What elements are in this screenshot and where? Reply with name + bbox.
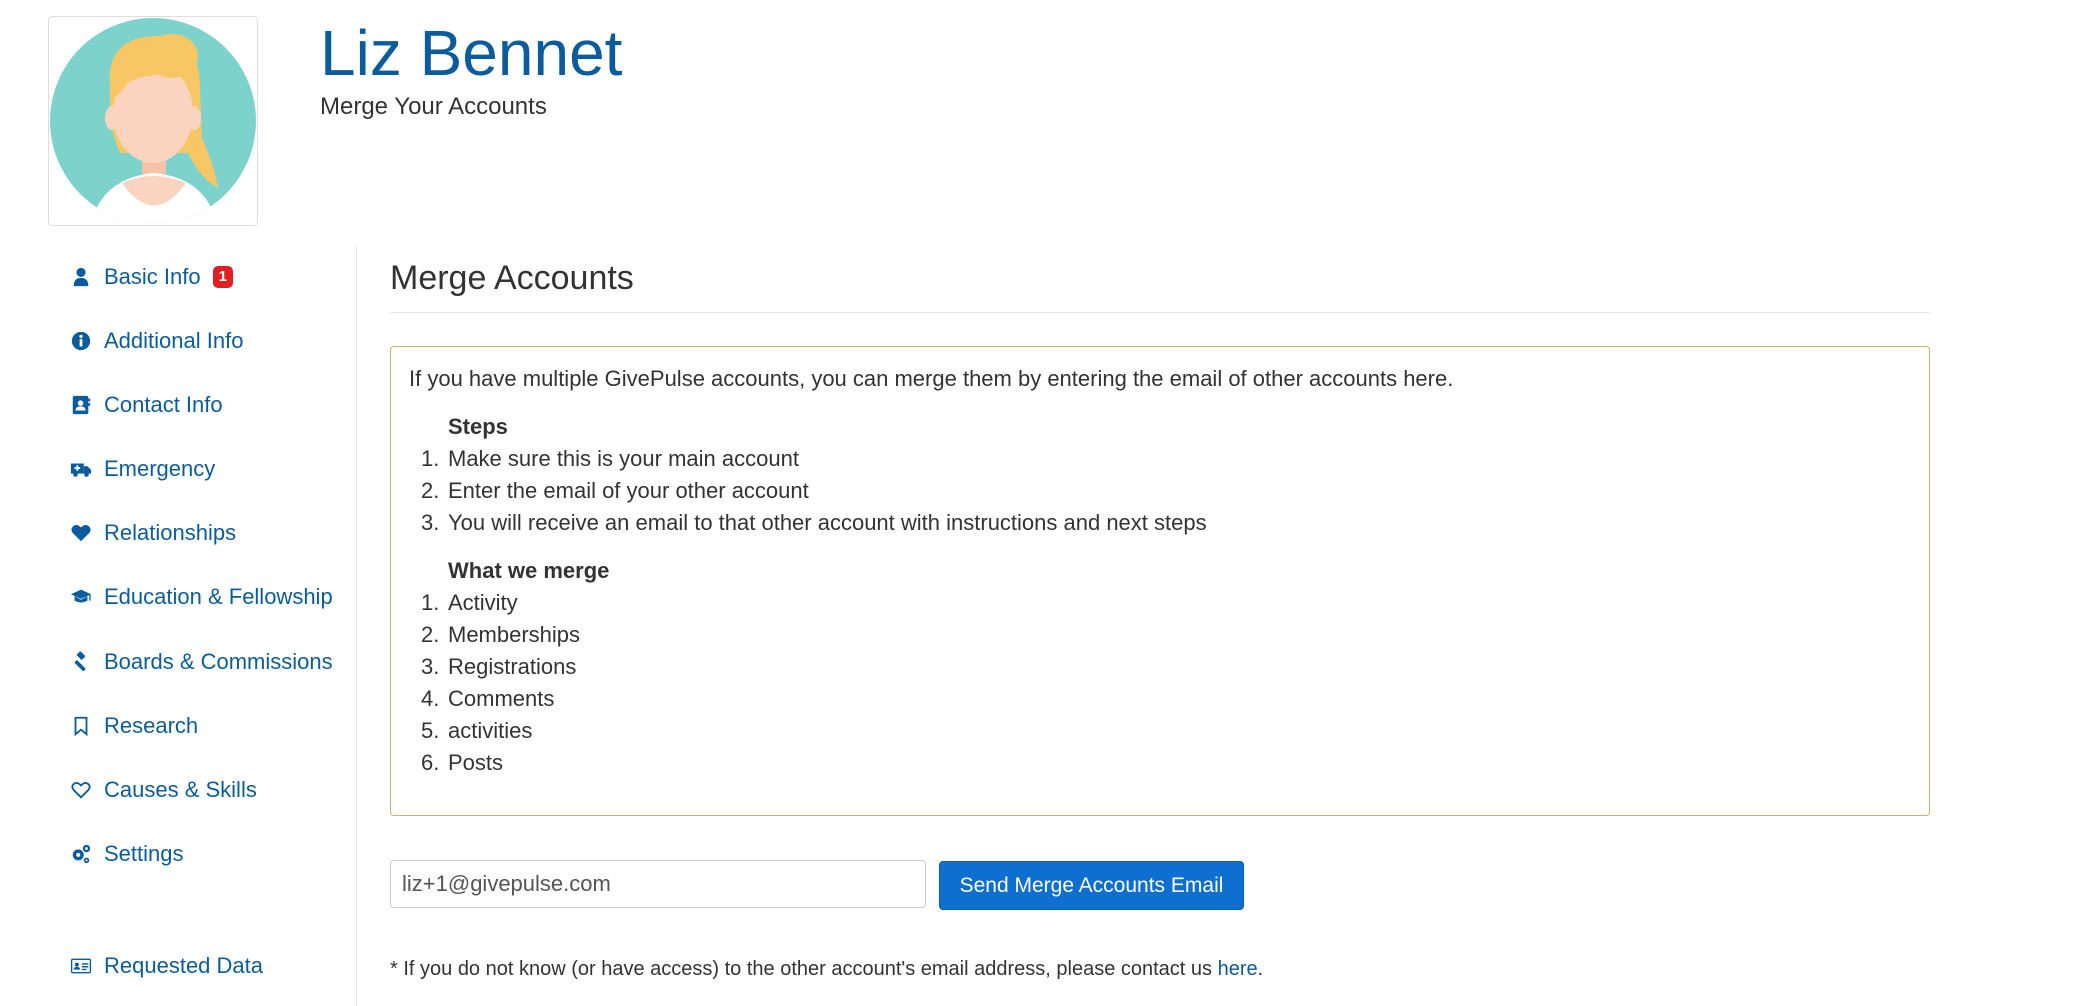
sidebar-item-relationships[interactable] [68,520,236,546]
user-icon [68,264,94,290]
sidebar-item-label: Contact Info [104,392,223,417]
merge-item-text: activities [448,718,533,743]
bookmark-icon [68,713,94,739]
avatar [48,16,258,226]
merge-info-box [390,346,1930,816]
gavel-icon [68,649,94,675]
sidebar-item-emergency[interactable] [68,456,215,482]
sidebar-item-label: Research [104,713,199,738]
sidebar-item-requested-data[interactable] [68,953,263,979]
sidebar-item-label: Relationships [104,520,237,545]
sidebar-item-label: Emergency [104,456,216,481]
step-text: Make sure this is your main account [448,446,799,471]
sidebar-item-label: Requested Data [104,953,263,978]
ambulance-icon [68,456,94,482]
sidebar-item-label: Education & Fellowship [104,584,333,609]
section-divider [390,312,1930,313]
sidebar-item-causes-skills[interactable] [68,777,257,803]
sidebar-item-label: Causes & Skills [104,777,257,802]
sidebar-item-label: Additional Info [104,328,244,353]
list-item: 4. Comments [421,686,555,711]
email-input[interactable] [390,860,926,908]
heart-icon [68,520,94,546]
sidebar-item-boards-commissions[interactable] [68,649,333,675]
sidebar-item-basic-info[interactable] [68,264,233,290]
sidebar-item-settings[interactable] [68,841,184,867]
footnote [390,956,1263,982]
sidebar-item-education-fellowship[interactable] [68,584,333,610]
step-text: You will receive an email to that other account with instructions and next steps [448,510,1207,535]
list-item: 2. Enter the email of your other account [421,478,809,503]
sidebar [0,246,357,1006]
list-item: 5. activities [421,718,533,743]
gears-icon [68,841,94,867]
sidebar-item-additional-info[interactable] [68,328,243,354]
merge-item-text: Comments [448,686,555,711]
contact-us-link[interactable]: here [1217,958,1258,980]
sidebar-item-research[interactable] [68,713,198,739]
step-text: Enter the email of your other account [448,478,809,503]
merge-item-text: Registrations [448,654,577,679]
sidebar-item-label: Boards & Commissions [104,649,333,674]
notification-badge: 1 [213,266,233,288]
graduation-cap-icon [68,584,94,610]
info-circle-icon [68,328,94,354]
sidebar-item-label: Settings [104,841,184,866]
send-merge-email-button[interactable]: Send Merge Accounts Email [939,861,1244,910]
avatar-illustration [50,18,256,224]
profile-name: Liz Bennet [320,17,623,89]
steps-heading: Steps [448,414,508,439]
footnote-text: * If you do not know (or have access) to the other account's email address, please contact us [390,958,1218,980]
merge-heading: What we merge [448,558,610,583]
list-item: 1. Make sure this is your main account [421,446,799,471]
list-item: 1. Activity [421,590,518,615]
page-subtitle: Merge Your Accounts [320,93,547,120]
heart-outline-icon [68,777,94,803]
contact-book-icon [68,392,94,418]
merge-item-text: Memberships [448,622,581,647]
merge-item-text: Activity [448,590,518,615]
section-title: Merge Accounts [390,259,634,297]
merge-intro-text: If you have multiple GivePulse accounts, you can merge them by entering the email of other accounts here. [409,366,1454,391]
list-item: 6. Posts [421,750,504,775]
merge-item-text: Posts [448,750,504,775]
sidebar-item-contact-info[interactable] [68,392,223,418]
list-item: 2. Memberships [421,622,581,647]
sidebar-item-label: Basic Info [104,264,201,289]
list-item: 3. Registrations [421,654,577,679]
list-item: 3. You will receive an email to that other account with instructions and next steps [421,510,1207,535]
footnote-end: . [1257,958,1264,980]
id-card-icon [68,953,94,979]
